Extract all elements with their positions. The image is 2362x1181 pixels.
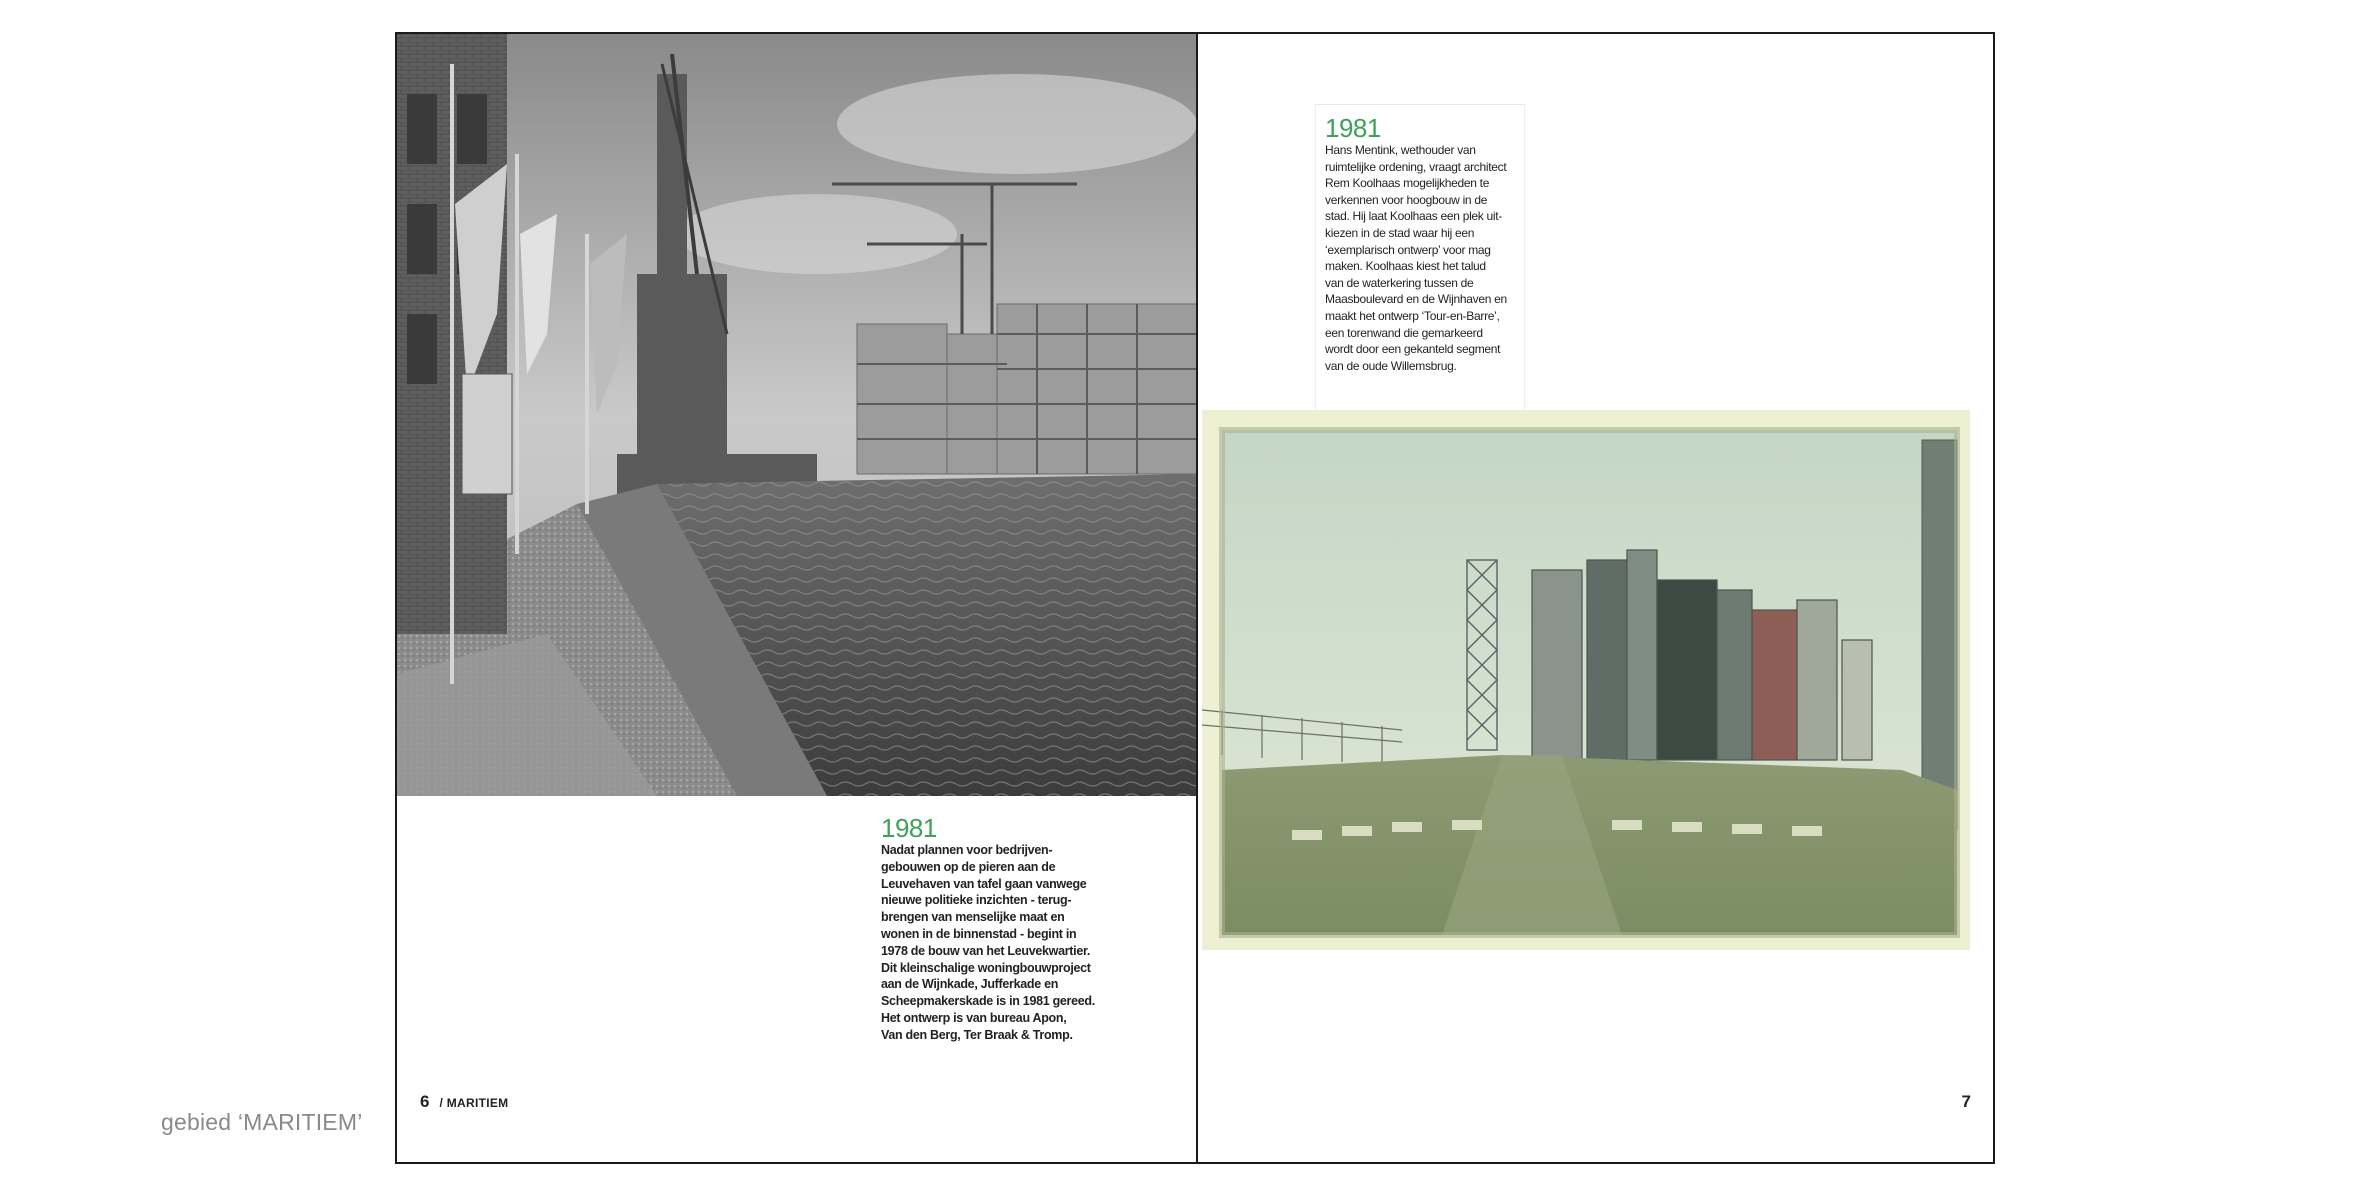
right-body-text: Hans Mentink, wethouder van ruimtelijke ordening, vraagt architect Rem Koolhaas mogelijkheden te verkennen voor hoogbouw in de stad. Hij laat Koolhaas een plek uit- kiezen in de stad waar hij een ‘exemplarisch ontwerp’ voor mag maken. Koolhaas kiest het talud van de waterkering tussen de Maasboulevard en de Wijnhaven en maakt het ontwerp ‘Tour-en-Barre’, een torenwand die gemarkeerd wordt door een gekanteld segment van de oude Willemsbrug. [1325, 143, 1507, 373]
left-body-text: Nadat plannen voor bedrijven- gebouwen op de pieren aan de Leuvehaven van tafel gaan vanwege nieuwe politieke inzichten - terug- brengen van menselijke maat en wonen in de binnenstad - begint in 1978 de bouw van het Leuvekwartier. Dit kleinschalige woningbouwproject aan de Wijnkade, Jufferkade en Scheepmakerskade is in 1981 gereed. Het ontwerp is van bureau Apon, Van den Berg, Ter Braak & Tromp. [881, 843, 1095, 1042]
spine-divider [1196, 34, 1198, 1162]
right-page-number: 7 [1961, 1092, 1971, 1111]
left-folio [420, 1092, 508, 1112]
left-year: 1981 [881, 813, 937, 843]
tour-en-barre-drawing [1202, 410, 1970, 950]
harbour-photo [397, 34, 1196, 796]
right-year: 1981 [1325, 113, 1381, 143]
left-page-number: 6 [420, 1092, 430, 1111]
side-caption: gebied ‘MARITIEM’ [161, 1109, 363, 1135]
left-text-block [881, 814, 1101, 1044]
right-text-block [1325, 114, 1525, 374]
book-spread [395, 32, 1995, 1164]
section-label: / MARITIEM [439, 1096, 509, 1110]
